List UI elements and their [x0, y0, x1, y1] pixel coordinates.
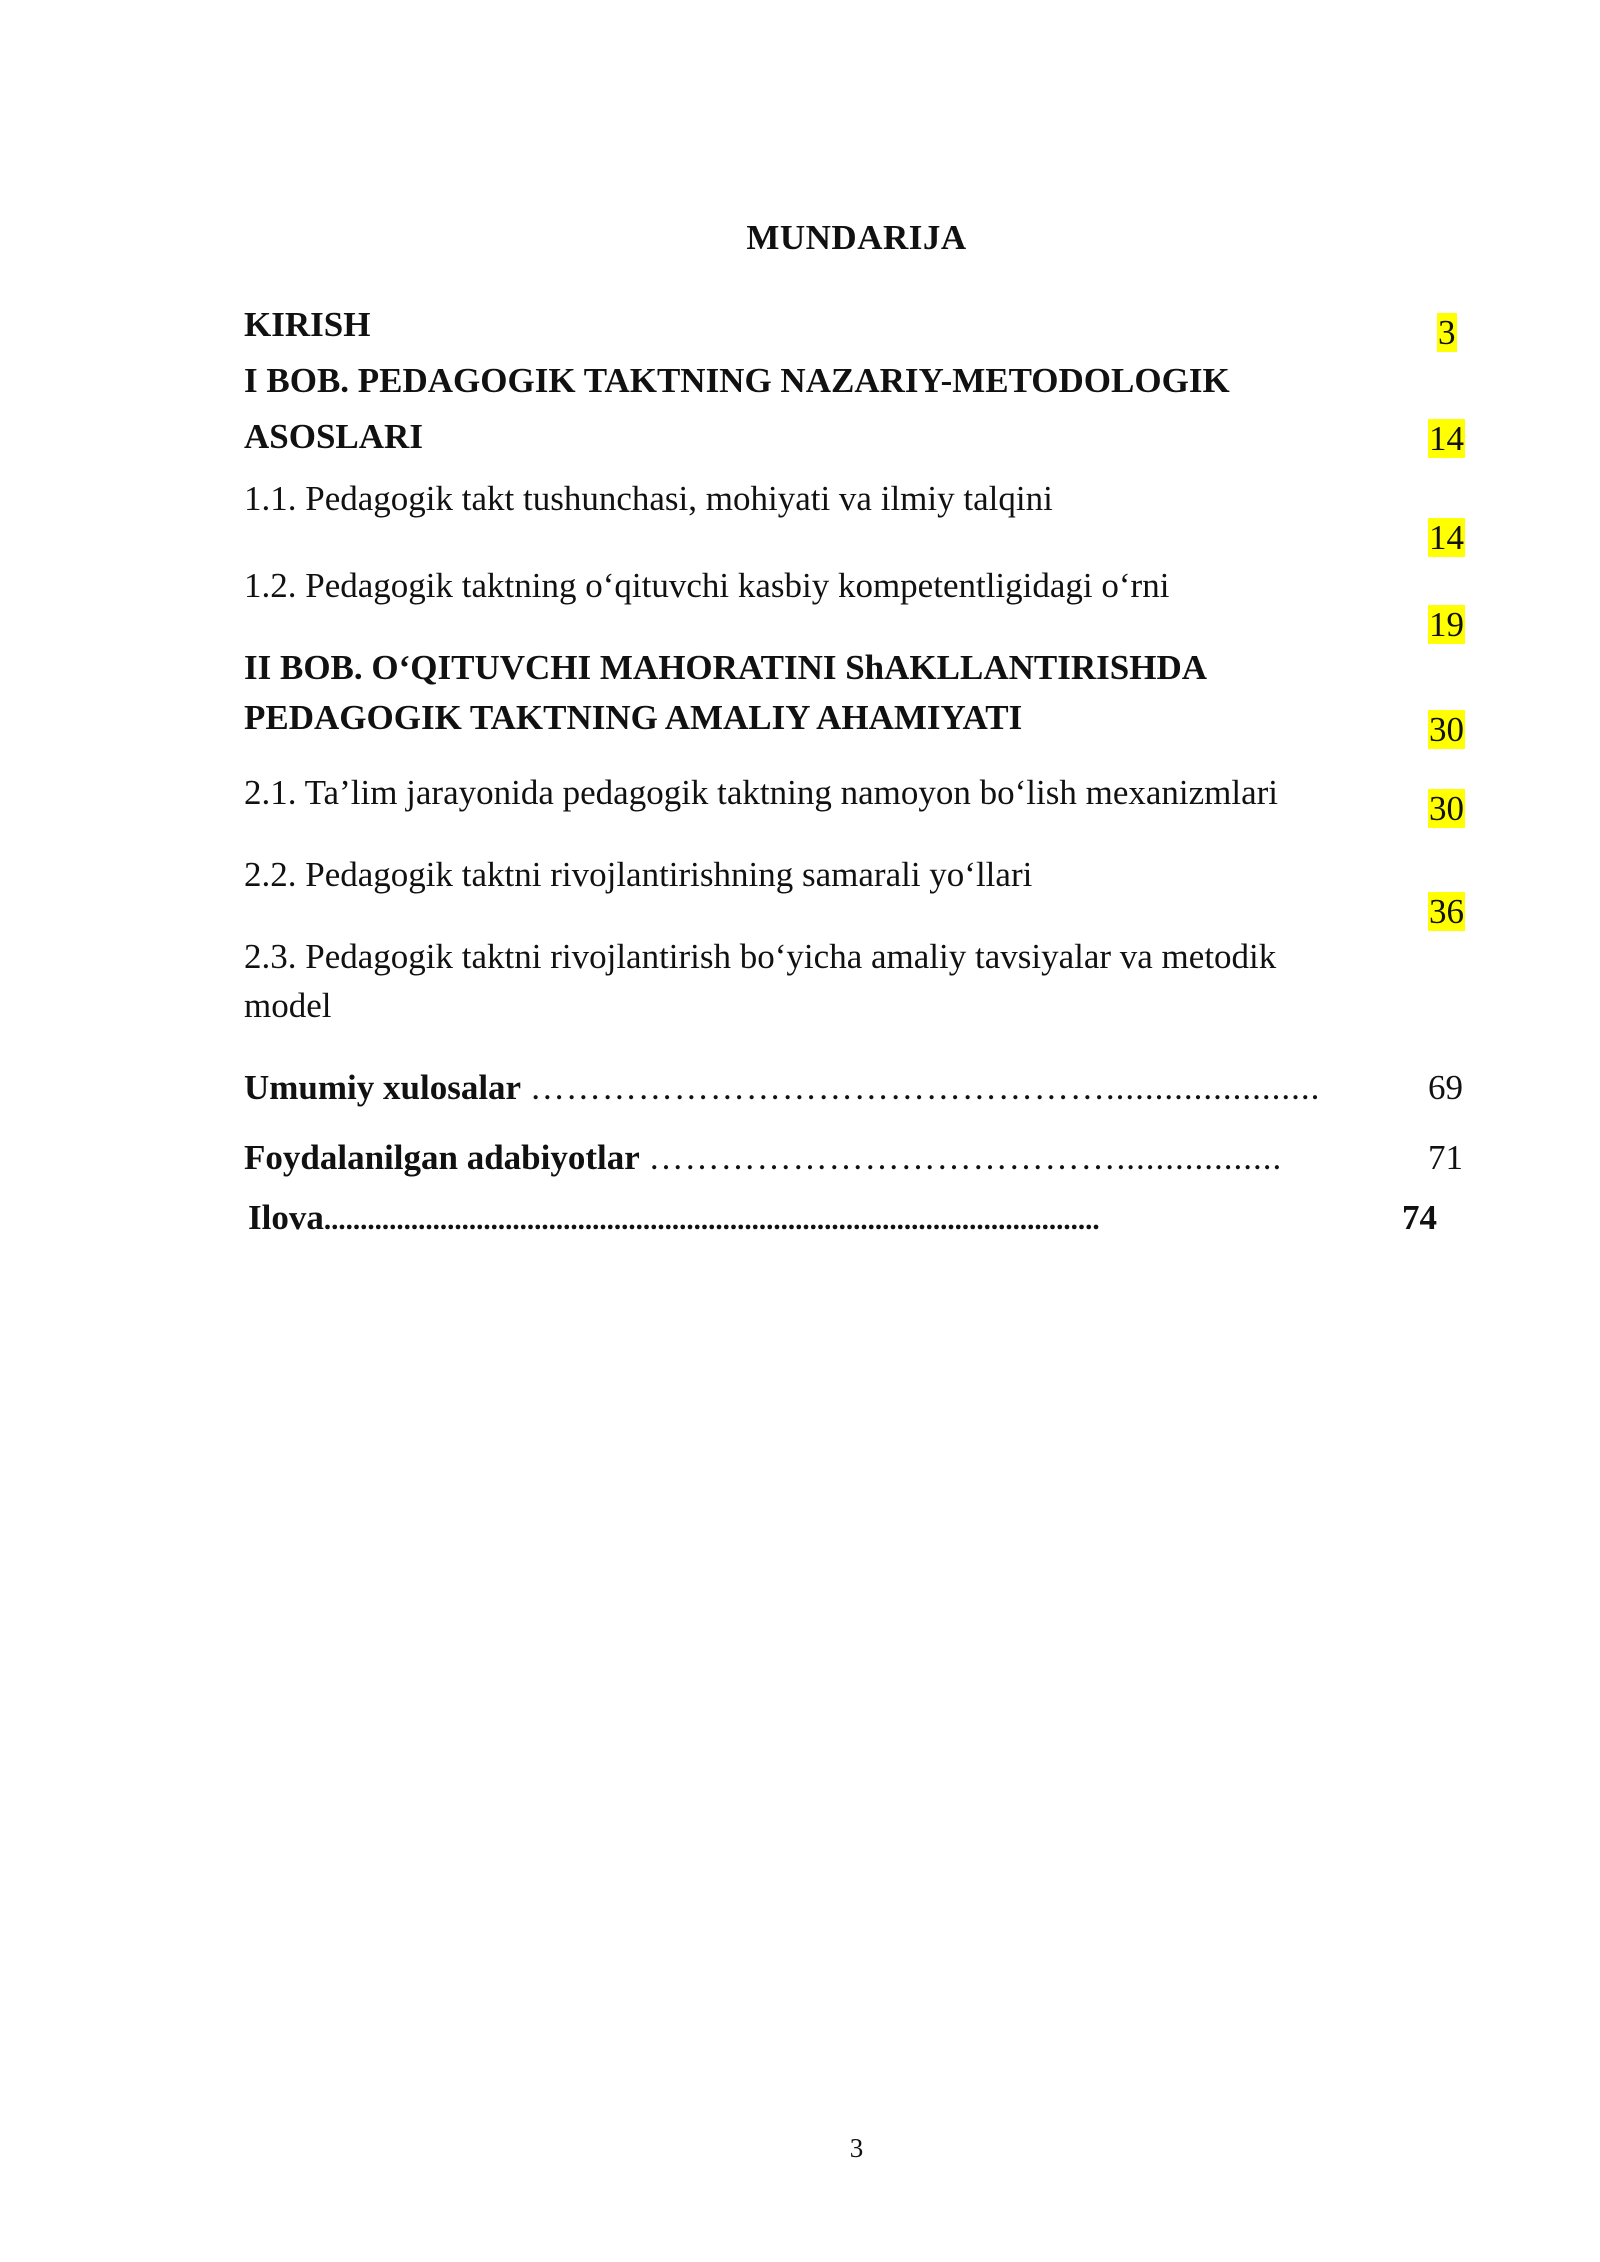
toc-leader-dots: …………………………………................. [648, 1138, 1283, 1177]
toc-entry-xulosalar [244, 1067, 1320, 1109]
toc-entry-section-1-1: 1.1. Pedagogik takt tushunchasi, mohiyati va ilmiy talqini [244, 479, 1053, 518]
toc-page-ilova: 74 [1402, 1198, 1437, 1237]
toc-entry-bob1-line2: ASOSLARI [244, 417, 423, 456]
toc-page-section-2-2: 36 [1429, 892, 1464, 931]
toc-label-adabiyotlar: Foydalanilgan adabiyotlar [244, 1138, 640, 1177]
toc-page-section-1-2: 19 [1429, 605, 1464, 644]
toc-entry-section-2-3-line2: model [244, 986, 332, 1025]
toc-entry-bob1-line1: I BOB. PEDAGOGIK TAKTNING NAZARIY-METODOLOGIK [244, 361, 1230, 400]
toc-leader-dots: …………………………………………...................... [529, 1068, 1321, 1107]
toc-entry-adabiyotlar [244, 1137, 1282, 1179]
toc-page-bob2: 30 [1429, 710, 1464, 749]
toc-label-xulosalar: Umumiy xulosalar [244, 1068, 522, 1107]
page-number: 3 [849, 2133, 864, 2163]
toc-entry-bob2-line2: PEDAGOGIK TAKTNING AMALIY AHAMIYATI [244, 698, 1023, 737]
toc-label-ilova: Ilova [248, 1198, 324, 1237]
toc-page-xulosalar: 69 [1428, 1068, 1463, 1107]
toc-page-adabiyotlar: 71 [1428, 1138, 1463, 1177]
toc-entry-section-2-2: 2.2. Pedagogik taktni rivojlantirishning samarali yo‘llari [244, 855, 1033, 894]
toc-entry-section-1-2: 1.2. Pedagogik taktning o‘qituvchi kasbiy kompetentligidagi o‘rni [244, 566, 1170, 605]
toc-page-bob1: 14 [1429, 419, 1464, 458]
toc-entry-bob2-line1: II BOB. O‘QITUVCHI MAHORATINI ShAKLLANTIRISHDA [244, 648, 1207, 687]
toc-entry-section-2-1: 2.1. Ta’lim jarayonida pedagogik taktning namoyon bo‘lish mexanizmlari [244, 773, 1279, 812]
toc-entry-section-2-3-line1: 2.3. Pedagogik taktni rivojlantirish bo‘yicha amaliy tavsiyalar va metodik [244, 937, 1277, 976]
toc-page-section-1-1: 14 [1429, 518, 1464, 557]
toc-page-kirish: 3 [1438, 313, 1456, 352]
toc-entry-kirish: KIRISH [244, 305, 371, 344]
toc-page-section-2-1: 30 [1429, 789, 1464, 828]
page-title: MUNDARIJA [746, 218, 967, 257]
toc-entry-ilova [248, 1197, 1100, 1241]
toc-leader-dots: ........................................................................................................... [323, 1204, 1100, 1236]
